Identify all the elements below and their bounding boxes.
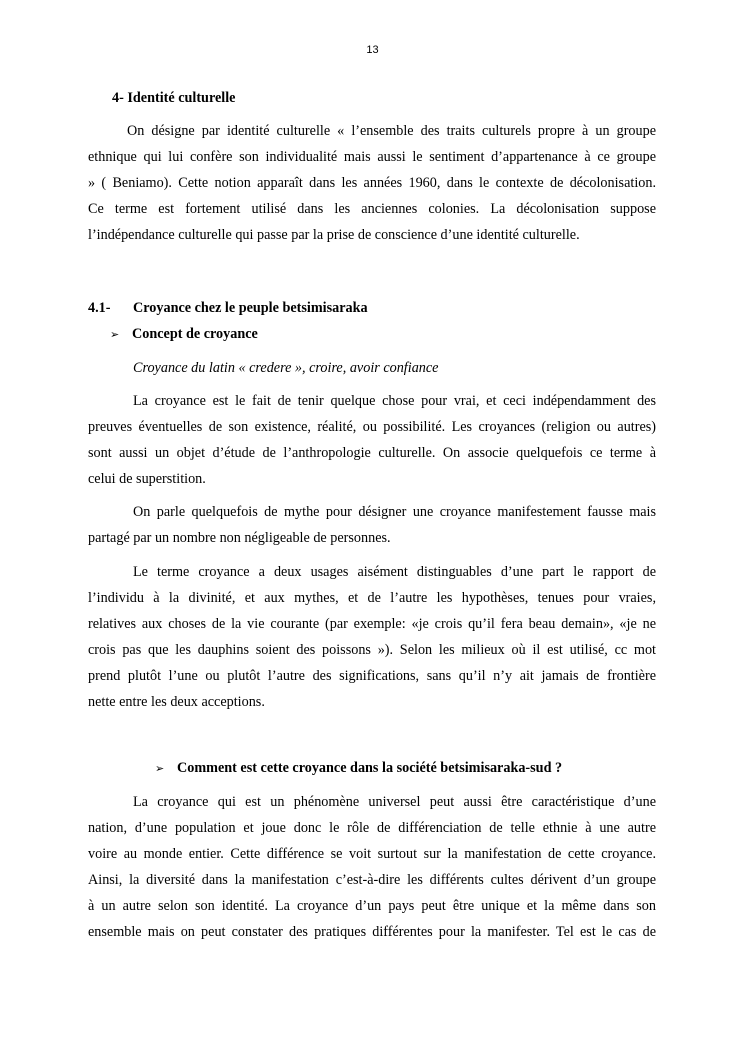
para4-line: La croyance qui est un phénomène universel peut aussi être caractéristique d’une	[133, 794, 656, 810]
section-4-line: l’indépendance culturelle qui passe par la prise de conscience d’une identité culturelle.	[88, 227, 580, 243]
para1-line: sont aussi un objet d’étude de l’anthropologie culturelle. On associe quelquefois ce terme à	[88, 445, 656, 461]
section-4-line: Ce terme est fortement utilisé dans les anciennes colonies. La décolonisation suppose	[88, 201, 656, 217]
para4-line: Ainsi, la diversité dans la manifestation c’est-à-dire les différents cultes dérivent d’un groupe	[88, 872, 656, 888]
para3-line: prend plutôt l’une ou plutôt l’autre des significations, sans qu’il n’y ait jamais de frontière	[88, 668, 656, 684]
para3-line: relatives aux choses de la vie courante (par exemple: «je crois qu’il fera beau demain», «je ne	[88, 616, 656, 632]
question-heading	[155, 760, 656, 777]
para1-line: celui de superstition.	[88, 471, 206, 487]
section-4-line: On désigne par identité culturelle « l’ensemble des traits culturels propre à un groupe	[127, 123, 656, 139]
section-41-heading: Croyance chez le peuple betsimisaraka	[133, 300, 368, 316]
para1-line: preuves éventuelles de son existence, réalité, ou possibilité. Les croyances (religion ou autres)	[88, 419, 656, 435]
para4-line: nation, d’une population et joue donc le rôle de différenciation de telle ethnie à une autre	[88, 820, 656, 836]
para4-line: à un autre selon son identité. La croyance d’un pays peut être unique et la même dans son	[88, 898, 656, 914]
section-4-heading: 4- Identité culturelle	[112, 90, 236, 106]
section-4-line: » ( Beniamo). Cette notion apparaît dans les années 1960, dans le contexte de décolonisation.	[88, 175, 656, 191]
para4-line: voire au monde entier. Cette différence se voit surtout sur la manifestation de cette croyance.	[88, 846, 656, 862]
concept-subheading	[110, 326, 510, 343]
concept-subheading-text: Concept de croyance	[132, 326, 258, 342]
para3-line: nette entre les deux acceptions.	[88, 694, 265, 710]
para3-line: crois pas que les dauphins soient des poissons »). Selon les milieux où il est utilisé, cc mot	[88, 642, 656, 658]
etymology-line: Croyance du latin « credere », croire, avoir confiance	[133, 360, 439, 376]
section-41-number: 4.1-	[88, 300, 111, 316]
arrow-bullet-icon: ➢	[155, 762, 165, 775]
para4-line: ensemble mais on peut constater des pratiques différentes pour la manifester. Tel est le cas de	[88, 924, 656, 940]
arrow-bullet-icon: ➢	[110, 328, 120, 341]
question-heading-text: Comment est cette croyance dans la société betsimisaraka-sud ?	[177, 760, 563, 776]
page-number: 13	[366, 44, 379, 56]
para3-line: Le terme croyance a deux usages aisément distinguables d’une part le rapport de	[133, 564, 656, 580]
section-4-line: ethnique qui lui confère son individualité mais aussi le sentiment d’appartenance à ce groupe	[88, 149, 656, 165]
para2-line: On parle quelquefois de mythe pour désigner une croyance manifestement fausse mais	[133, 504, 656, 520]
para1-line: La croyance est le fait de tenir quelque chose pour vrai, et ceci indépendamment des	[133, 393, 656, 409]
para3-line: l’individu à la divinité, et aux mythes, et de l’autre les hypothèses, tenues pour vraies,	[88, 590, 656, 606]
para2-line: partagé par un nombre non négligeable de personnes.	[88, 530, 391, 546]
